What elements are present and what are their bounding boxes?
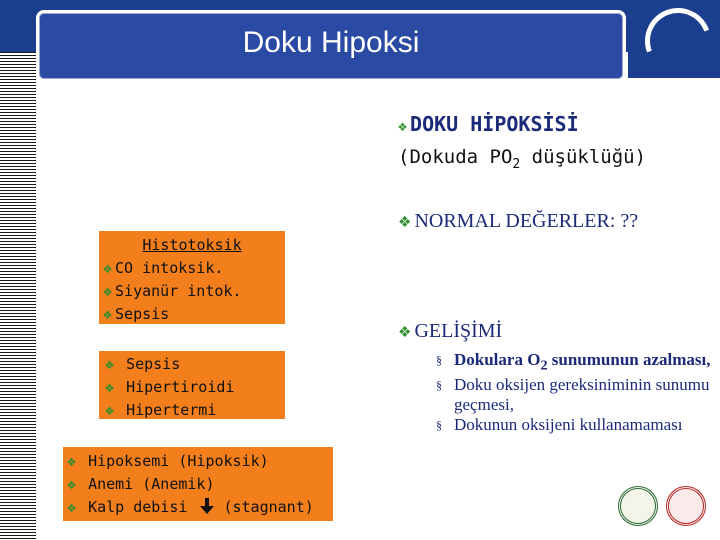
supply-box (62, 446, 334, 522)
box-item (67, 450, 329, 473)
box-item-text: Anemi (Anemik) (88, 475, 215, 493)
box-header: Histotoksik (142, 236, 242, 254)
list-item (432, 415, 720, 435)
box-item-text: Siyanür intok. (115, 282, 242, 300)
diamond-bullet-icon: ❖ (105, 378, 115, 396)
box-item-text: Hipertermi (126, 401, 217, 419)
box-item (105, 353, 279, 376)
diamond-bullet-icon: ❖ (103, 259, 113, 277)
diamond-bullet-icon: ❖ (103, 282, 113, 300)
subheading-subscript: 2 (512, 156, 521, 172)
diamond-bullet-icon: ❖ (105, 355, 115, 373)
down-arrow-icon (200, 498, 214, 514)
development-text: GELİŞİMİ (414, 320, 503, 342)
square-bullet-icon: § (436, 378, 442, 393)
list-item-text: Doku oksijen gereksiniminin sunumu geçmesi, (454, 375, 710, 415)
list-item-text-end: sunumunun azalması, (547, 350, 711, 369)
demand-box (98, 350, 286, 420)
main-heading (398, 112, 579, 136)
box-item-suffix: (stagnant) (214, 498, 314, 516)
box-item (103, 280, 281, 303)
logos (612, 486, 708, 530)
university-seal-icon (618, 486, 658, 526)
normal-values (398, 210, 638, 233)
diamond-bullet-icon: ❖ (398, 325, 412, 341)
box-item-text: CO intoksik. (115, 259, 224, 277)
list-item-text: Dokunun oksijeni kullanamaması (454, 415, 683, 435)
subheading-end: düşüklüğü) (520, 146, 647, 168)
development-list (432, 350, 720, 435)
box-item-text: Sepsis (115, 305, 170, 323)
diamond-bullet-icon: ❖ (398, 117, 408, 135)
box-item (103, 303, 281, 326)
box-item-text: Hipertiroidi (126, 378, 235, 396)
diamond-bullet-icon: ❖ (67, 498, 77, 516)
square-bullet-icon: § (436, 353, 442, 367)
box-item (67, 473, 329, 496)
normal-values-text: NORMAL DEĞERLER: ?? (414, 210, 639, 232)
slide-title: Doku Hipoksi (242, 26, 420, 59)
subheading-text: (Dokuda PO (398, 146, 513, 168)
box-item-text: Kalp debisi (88, 498, 188, 516)
diamond-bullet-icon: ❖ (398, 215, 412, 231)
side-stripes (0, 52, 36, 540)
faculty-seal-icon (666, 486, 706, 526)
box-item (103, 257, 281, 280)
subheading (398, 146, 646, 172)
histotoxic-box (98, 230, 286, 325)
list-item-subscript: 2 (540, 357, 548, 374)
list-item (432, 375, 720, 415)
diamond-bullet-icon: ❖ (67, 475, 77, 493)
box-item (67, 496, 329, 519)
diamond-bullet-icon: ❖ (103, 305, 113, 323)
box-item (105, 376, 279, 399)
diamond-bullet-icon: ❖ (105, 401, 115, 419)
box-item (105, 399, 279, 422)
list-item (432, 350, 720, 375)
box-item-text: Sepsis (126, 355, 181, 373)
heading-text: DOKU HİPOKSİSİ (410, 112, 579, 136)
list-item-text: Dokulara O (454, 350, 541, 369)
square-bullet-icon: § (436, 418, 442, 433)
box-item-text: Hipoksemi (Hipoksik) (88, 452, 269, 470)
development-heading (398, 320, 502, 343)
diamond-bullet-icon: ❖ (67, 452, 77, 470)
